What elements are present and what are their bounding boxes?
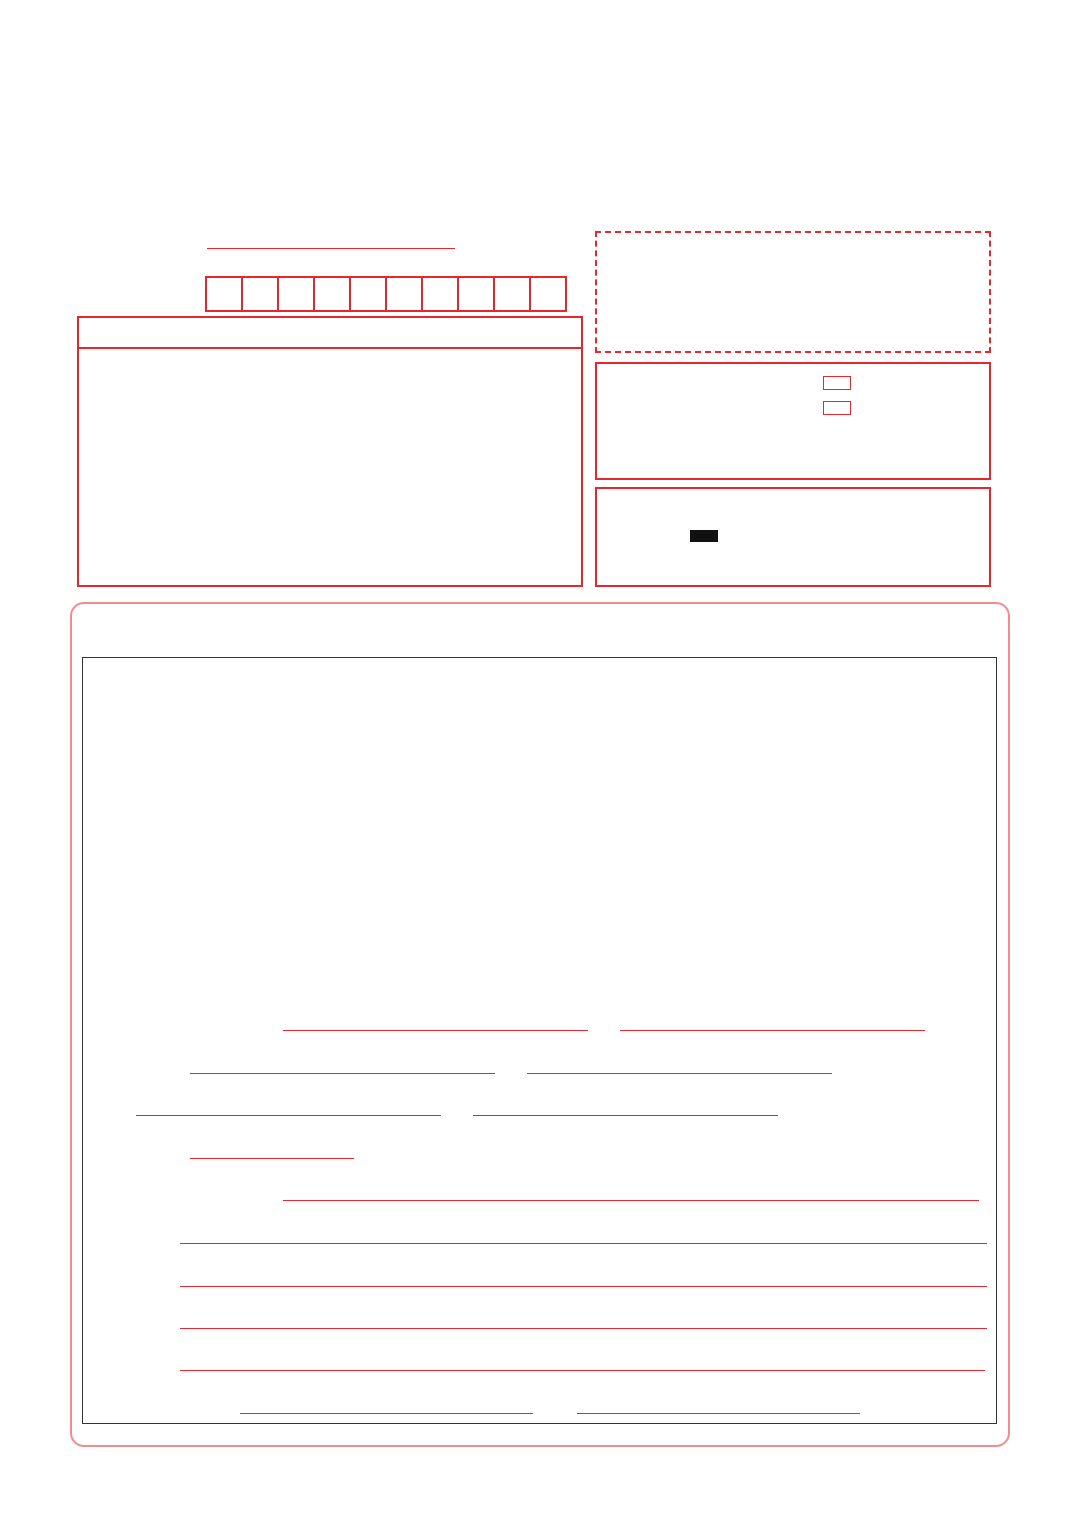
notice-item (86, 541, 578, 573)
timing-marks-top (68, 50, 1012, 72)
answer-line[interactable] (283, 1200, 979, 1201)
answer-line[interactable] (190, 1073, 495, 1074)
notice-heading (78, 317, 582, 349)
id-digit-box[interactable] (315, 278, 351, 310)
id-digit-box[interactable] (495, 278, 531, 310)
answer-line[interactable] (180, 1328, 987, 1329)
id-digit-box[interactable] (207, 278, 243, 310)
answer-line[interactable] (136, 1115, 441, 1116)
notice-item (86, 351, 578, 383)
answer-line[interactable] (180, 1370, 985, 1371)
id-digit-box[interactable] (243, 278, 279, 310)
violation-mark-box[interactable] (823, 401, 851, 415)
answer-line[interactable] (190, 1158, 354, 1159)
barcode-area (595, 231, 991, 353)
notice-item (86, 415, 578, 447)
name-field[interactable] (207, 248, 455, 249)
answer-line[interactable] (577, 1413, 860, 1414)
answer-line[interactable] (620, 1030, 925, 1031)
correct-fill-sample (690, 530, 718, 542)
id-digit-box[interactable] (387, 278, 423, 310)
absent-mark-box[interactable] (823, 376, 851, 390)
sample-box (595, 487, 991, 587)
notice-item (86, 478, 578, 510)
section-1-box (82, 657, 997, 1424)
forbidden-box (595, 362, 991, 480)
answer-line[interactable] (283, 1030, 588, 1031)
id-digit-box[interactable] (351, 278, 387, 310)
exam-id-boxes[interactable] (205, 276, 567, 312)
answer-line[interactable] (240, 1413, 533, 1414)
id-digit-box[interactable] (459, 278, 495, 310)
id-digit-box[interactable] (279, 278, 315, 310)
answer-line[interactable] (473, 1115, 778, 1116)
id-digit-box[interactable] (531, 278, 565, 310)
answer-line[interactable] (527, 1073, 832, 1074)
answer-line[interactable] (180, 1243, 987, 1244)
answer-line[interactable] (180, 1286, 987, 1287)
id-digit-box[interactable] (423, 278, 459, 310)
